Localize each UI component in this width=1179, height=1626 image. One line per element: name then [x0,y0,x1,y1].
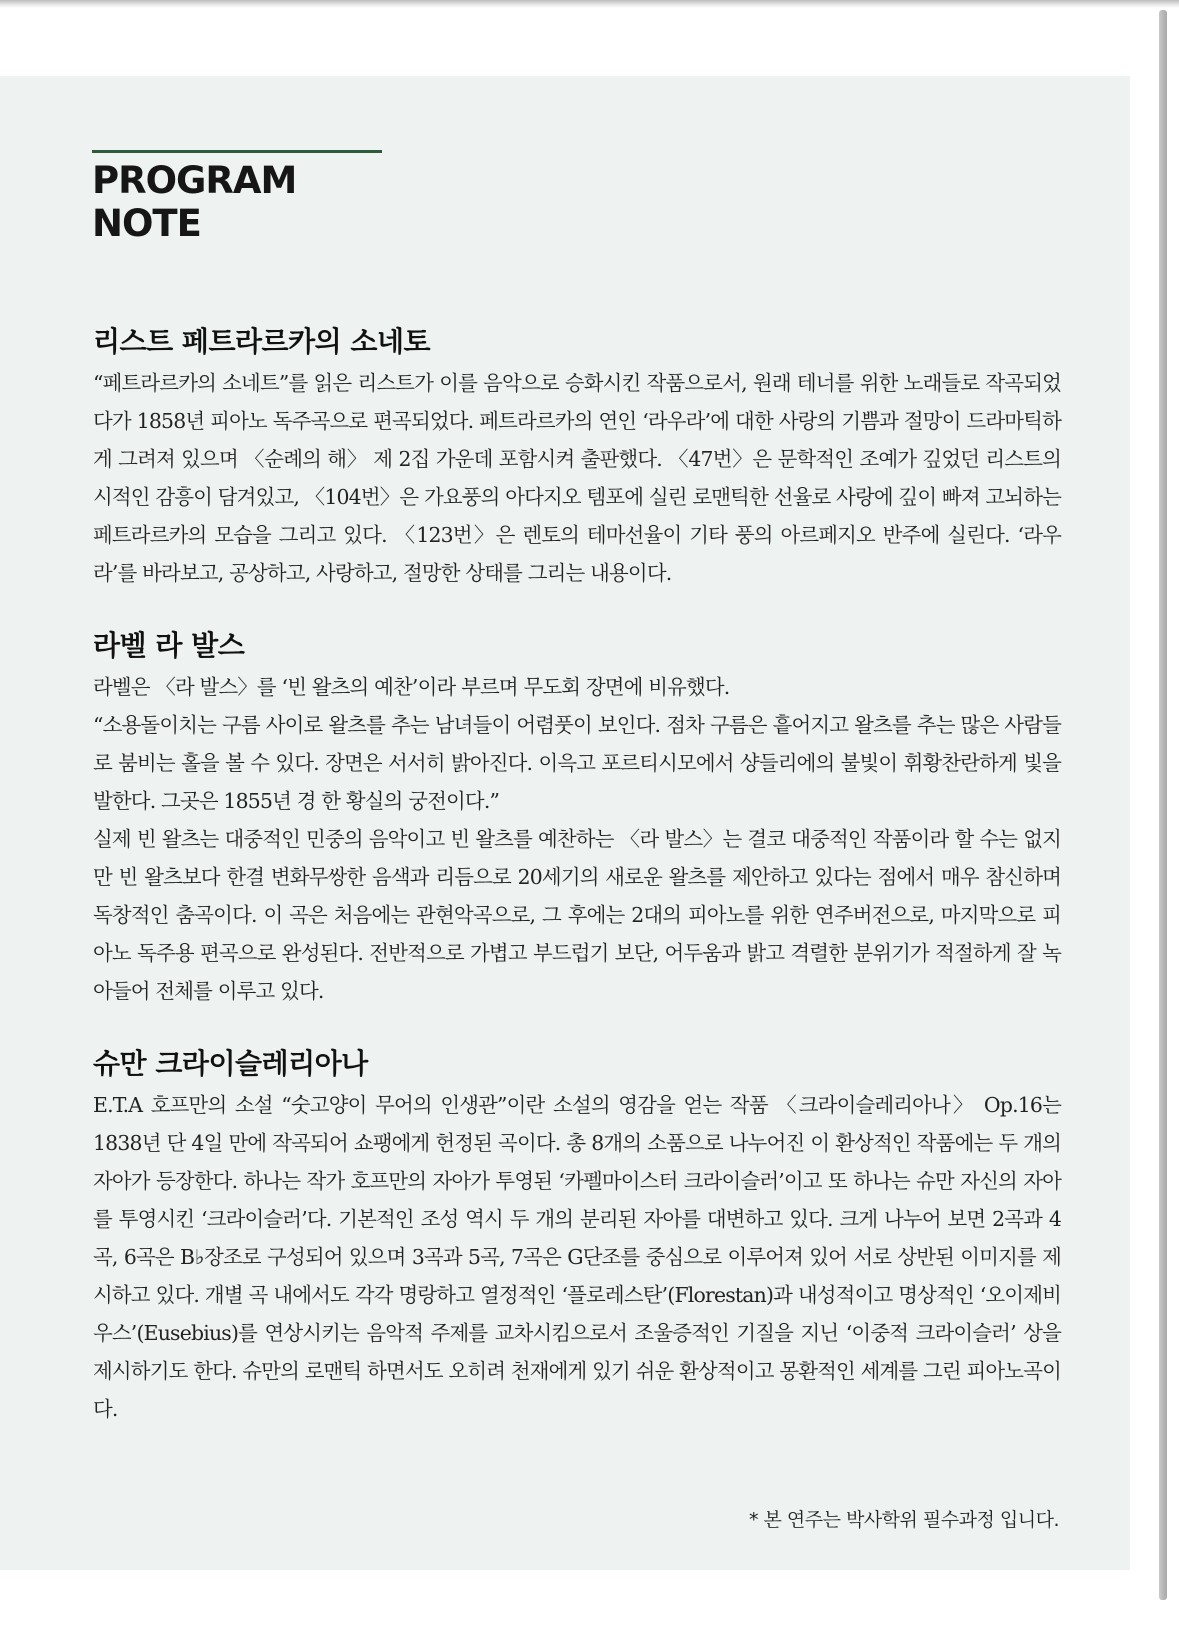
page-title: PROGRAM NOTE [92,159,297,245]
program-note-header [92,150,382,245]
scrollbar[interactable] [1159,10,1167,1600]
section-liszt [93,320,1061,592]
section-title: 슈만 크라이슬레리아나 [93,1047,368,1080]
section-paragraph: 실제 빈 왈츠는 대중적인 민중의 음악이고 빈 왈츠를 예찬하는 〈라 발스〉는 결코 대중적인 작품이라 할 수는 없지만 빈 왈츠보다 한결 변화무쌍한 음색과 리듬으로 20세기의 새로운 왈츠를 제안하고 있다는 점에서 매우 참신하며 독창적인 춤곡이다. 이 곡은 처음에는 관현악곡으로, 그 후에는 2대의 피아노를 위한 연주버전으로, 마지막으로 피아노 독주용 편곡으로 완성된다. 전반적으로 가볍고 부드럽기 보단, 어두움과 밝고 격렬한 분위기가 적절하게 잘 녹아들어 전체를 이루고 있다. [93,827,1061,1003]
section-paragraph: E.T.A 호프만의 소설 “숫고양이 무어의 인생관”이란 소설의 영감을 얻는 작품 〈크라이슬레리아나〉 Op.16는 1838년 단 4일 만에 작곡되어 쇼팽에게 헌정된 곡이다. 총 8개의 소품으로 나누어진 이 환상적인 작품에는 두 개의 자아가 등장한다. 하나는 작가 호프만의 자아가 투영된 ‘카펠마이스터 크라이슬러’이고 또 하나는 슈만 자신의 자아를 투영시킨 ‘크라이슬러’다. 기본적인 조성 역시 두 개의 분리된 자아를 대변하고 있다. 크게 나누어 보면 2곡과 4곡, 6곡은 B♭장조로 구성되어 있으며 3곡과 5곡, 7곡은 G단조를 중심으로 이루어져 있어 서로 상반된 이미지를 제시하고 있다. 개별 곡 내에서도 각각 명랑하고 열정적인 ‘플로레스탄’(Florestan)과 내성적이고 명상적인 ‘오이제비우스’(Eusebius)를 연상시키는 음악적 주제를 교차시킴으로서 조울증적인 기질을 지닌 ‘이중적 크라이슬러’ 상을 제시하기도 한다. 슈만의 로맨틱 하면서도 오히려 천재에게 있기 쉬운 환상적이고 몽환적인 세계를 그린 피아노곡이다. [93,1093,1061,1421]
section-ravel [93,624,1061,1010]
section-paragraph: 라벨은 〈라 발스〉를 ‘빈 왈츠의 예찬’이라 부르며 무도회 장면에 비유했다. [93,675,730,699]
section-schumann [93,1042,1061,1428]
section-title: 리스트 페트라르카의 소네토 [93,325,431,358]
footnote: * 본 연주는 박사학위 필수과정 입니다. [748,1509,1059,1531]
section-title: 라벨 라 발스 [93,629,245,662]
page-top-edge [0,0,1179,8]
program-note-content [93,320,1061,1460]
section-paragraph: “소용돌이치는 구름 사이로 왈츠를 추는 남녀들이 어렴풋이 보인다. 점차 구름은 흩어지고 왈츠를 추는 많은 사람들로 붐비는 홀을 볼 수 있다. 장면은 서서히 밝아진다. 이윽고 포르티시모에서 샹들리에의 불빛이 휘황찬란하게 빛을 발한다. 그곳은 1855년 경 한 황실의 궁전이다.” [93,713,1061,813]
section-paragraph: “페트라르카의 소네트”를 읽은 리스트가 이를 음악으로 승화시킨 작품으로서, 원래 테너를 위한 노래들로 작곡되었다가 1858년 피아노 독주곡으로 편곡되었다. 페트라르카의 연인 ‘라우라’에 대한 사랑의 기쁨과 절망이 드라마틱하게 그려져 있으며 〈순례의 해〉 제 2집 가운데 포함시켜 출판했다. 〈47번〉은 문학적인 조예가 깊었던 리스트의 시적인 감흥이 담겨있고, 〈104번〉은 가요풍의 아다지오 템포에 실린 로맨틱한 선율로 사랑에 깊이 빠져 고뇌하는 페트라르카의 모습을 그리고 있다. 〈123번〉은 렌토의 테마선율이 기타 풍의 아르페지오 반주에 실린다. ‘라우라’를 바라보고, 공상하고, 사랑하고, 절망한 상태를 그리는 내용이다. [93,371,1061,585]
